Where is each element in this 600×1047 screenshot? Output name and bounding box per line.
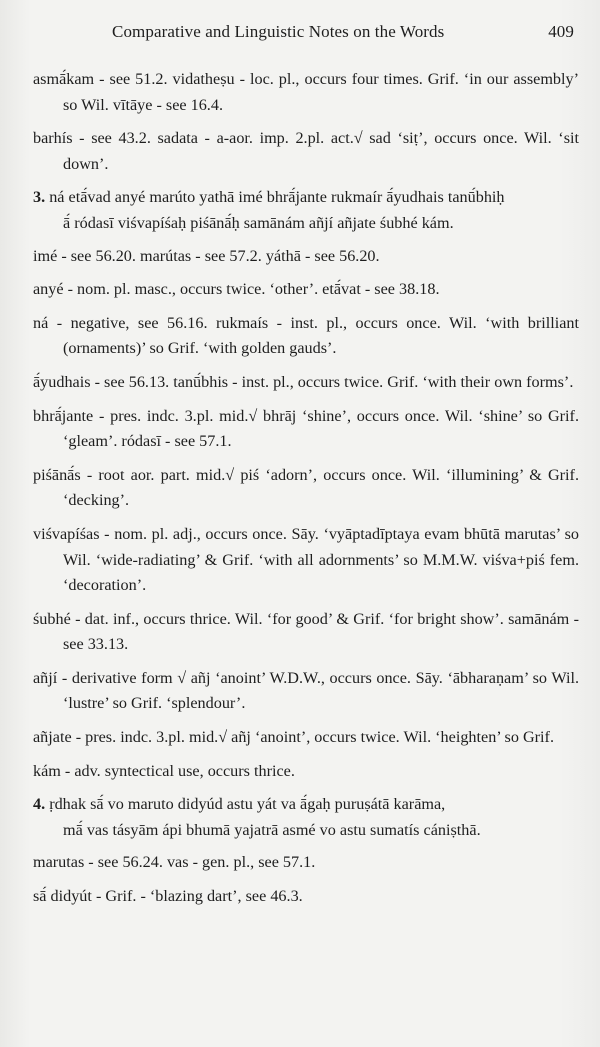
verse-text: ṛdhak sā́ vo maruto didyúd astu yát va ā́gaḥ puruṣátā karāma,: [49, 795, 446, 814]
verse-number: 4.: [33, 795, 46, 814]
note-entry: anyé - nom. pl. masc., occurs twice. ‘other’. etā́vat - see 38.18.: [33, 280, 440, 299]
note-entry: ná - negative, see 56.16. rukmaís - inst. pl., occurs once. Wil. ‘with brilliant (ornaments)’ so Grif. ‘with golden gauds’.: [33, 313, 579, 358]
note-entry: añjí - derivative form √ añj ‘anoint’ W.D.W., occurs once. Sāy. ‘ābharaṇam’ so Wil. ‘lustre’ so Grif. ‘splendour’.: [33, 668, 579, 713]
verse-line: [33, 792, 579, 818]
verse-line: [33, 185, 579, 211]
notes-body: [33, 67, 579, 918]
verse-block: [33, 792, 579, 843]
verse-line: mā́ vas tásyām ápi bhumā yajatrā asmé vo astu sumatís cániṣthā.: [63, 820, 481, 839]
verse-line: ā́ ródasī viśvapíśaḥ piśānā́ḥ samānám añjí añjate śubhé kám.: [63, 213, 454, 232]
note-entry: asmā́kam - see 51.2. vidatheṣu - loc. pl., occurs four times. Grif. ‘in our assembly’ so Wil. vītāye - see 16.4.: [33, 70, 579, 114]
note-entry: imé - see 56.20. marútas - see 57.2. yáthā - see 56.20.: [33, 246, 380, 265]
note-entry: piśānā́s - root aor. part. mid.√ piś ‘adorn’, occurs once. Wil. ‘illumining’ & Grif. ‘decking’.: [33, 465, 579, 510]
page-number: 409: [548, 22, 574, 41]
note-entry: marutas - see 56.24. vas - gen. pl., see 57.1.: [33, 853, 316, 872]
note-entry: barhís - see 43.2. sadata - a-aor. imp. 2.pl. act.√ sad ‘siṭ’, occurs once. Wil. ‘sit down’.: [33, 129, 579, 173]
verse-number: 3.: [33, 188, 46, 207]
verse-text: ná etā́vad anyé marúto yathā imé bhrā́jante rukmaír ā́yudhais tanū́bhiḥ: [49, 188, 505, 207]
note-entry: añjate - pres. indc. 3.pl. mid.√ añj ‘anoint’, occurs twice. Wil. ‘heighten’ so Grif.: [33, 728, 554, 747]
header-title: Comparative and Linguistic Notes on the Words: [112, 22, 445, 41]
note-entry: bhrā́jante - pres. indc. 3.pl. mid.√ bhrāj ‘shine’, occurs once. Wil. ‘shine’ so Grif. ‘gleam’. ródasī - see 57.1.: [33, 406, 579, 451]
note-entry: śubhé - dat. inf., occurs thrice. Wil. ‘for good’ & Grif. ‘for bright show’. samānám - see 33.13.: [33, 609, 579, 654]
note-entry: kám - adv. syntectical use, occurs thrice.: [33, 761, 295, 780]
note-entry: viśvapíśas - nom. pl. adj., occurs once. Sāy. ‘vyāptadīptaya evam bhūtā marutas’ so Wil. ‘wide-radiating’ & Grif. ‘with all adornments’ so M.M.W. viśva+piś fem. ‘decoration’.: [33, 524, 579, 595]
note-entry: sā́ didyút - Grif. - ‘blazing dart’, see 46.3.: [33, 887, 303, 906]
verse-block: [33, 185, 579, 236]
note-entry: ā́yudhais - see 56.13. tanū́bhis - inst. pl., occurs twice. Grif. ‘with their own forms’.: [33, 372, 574, 391]
